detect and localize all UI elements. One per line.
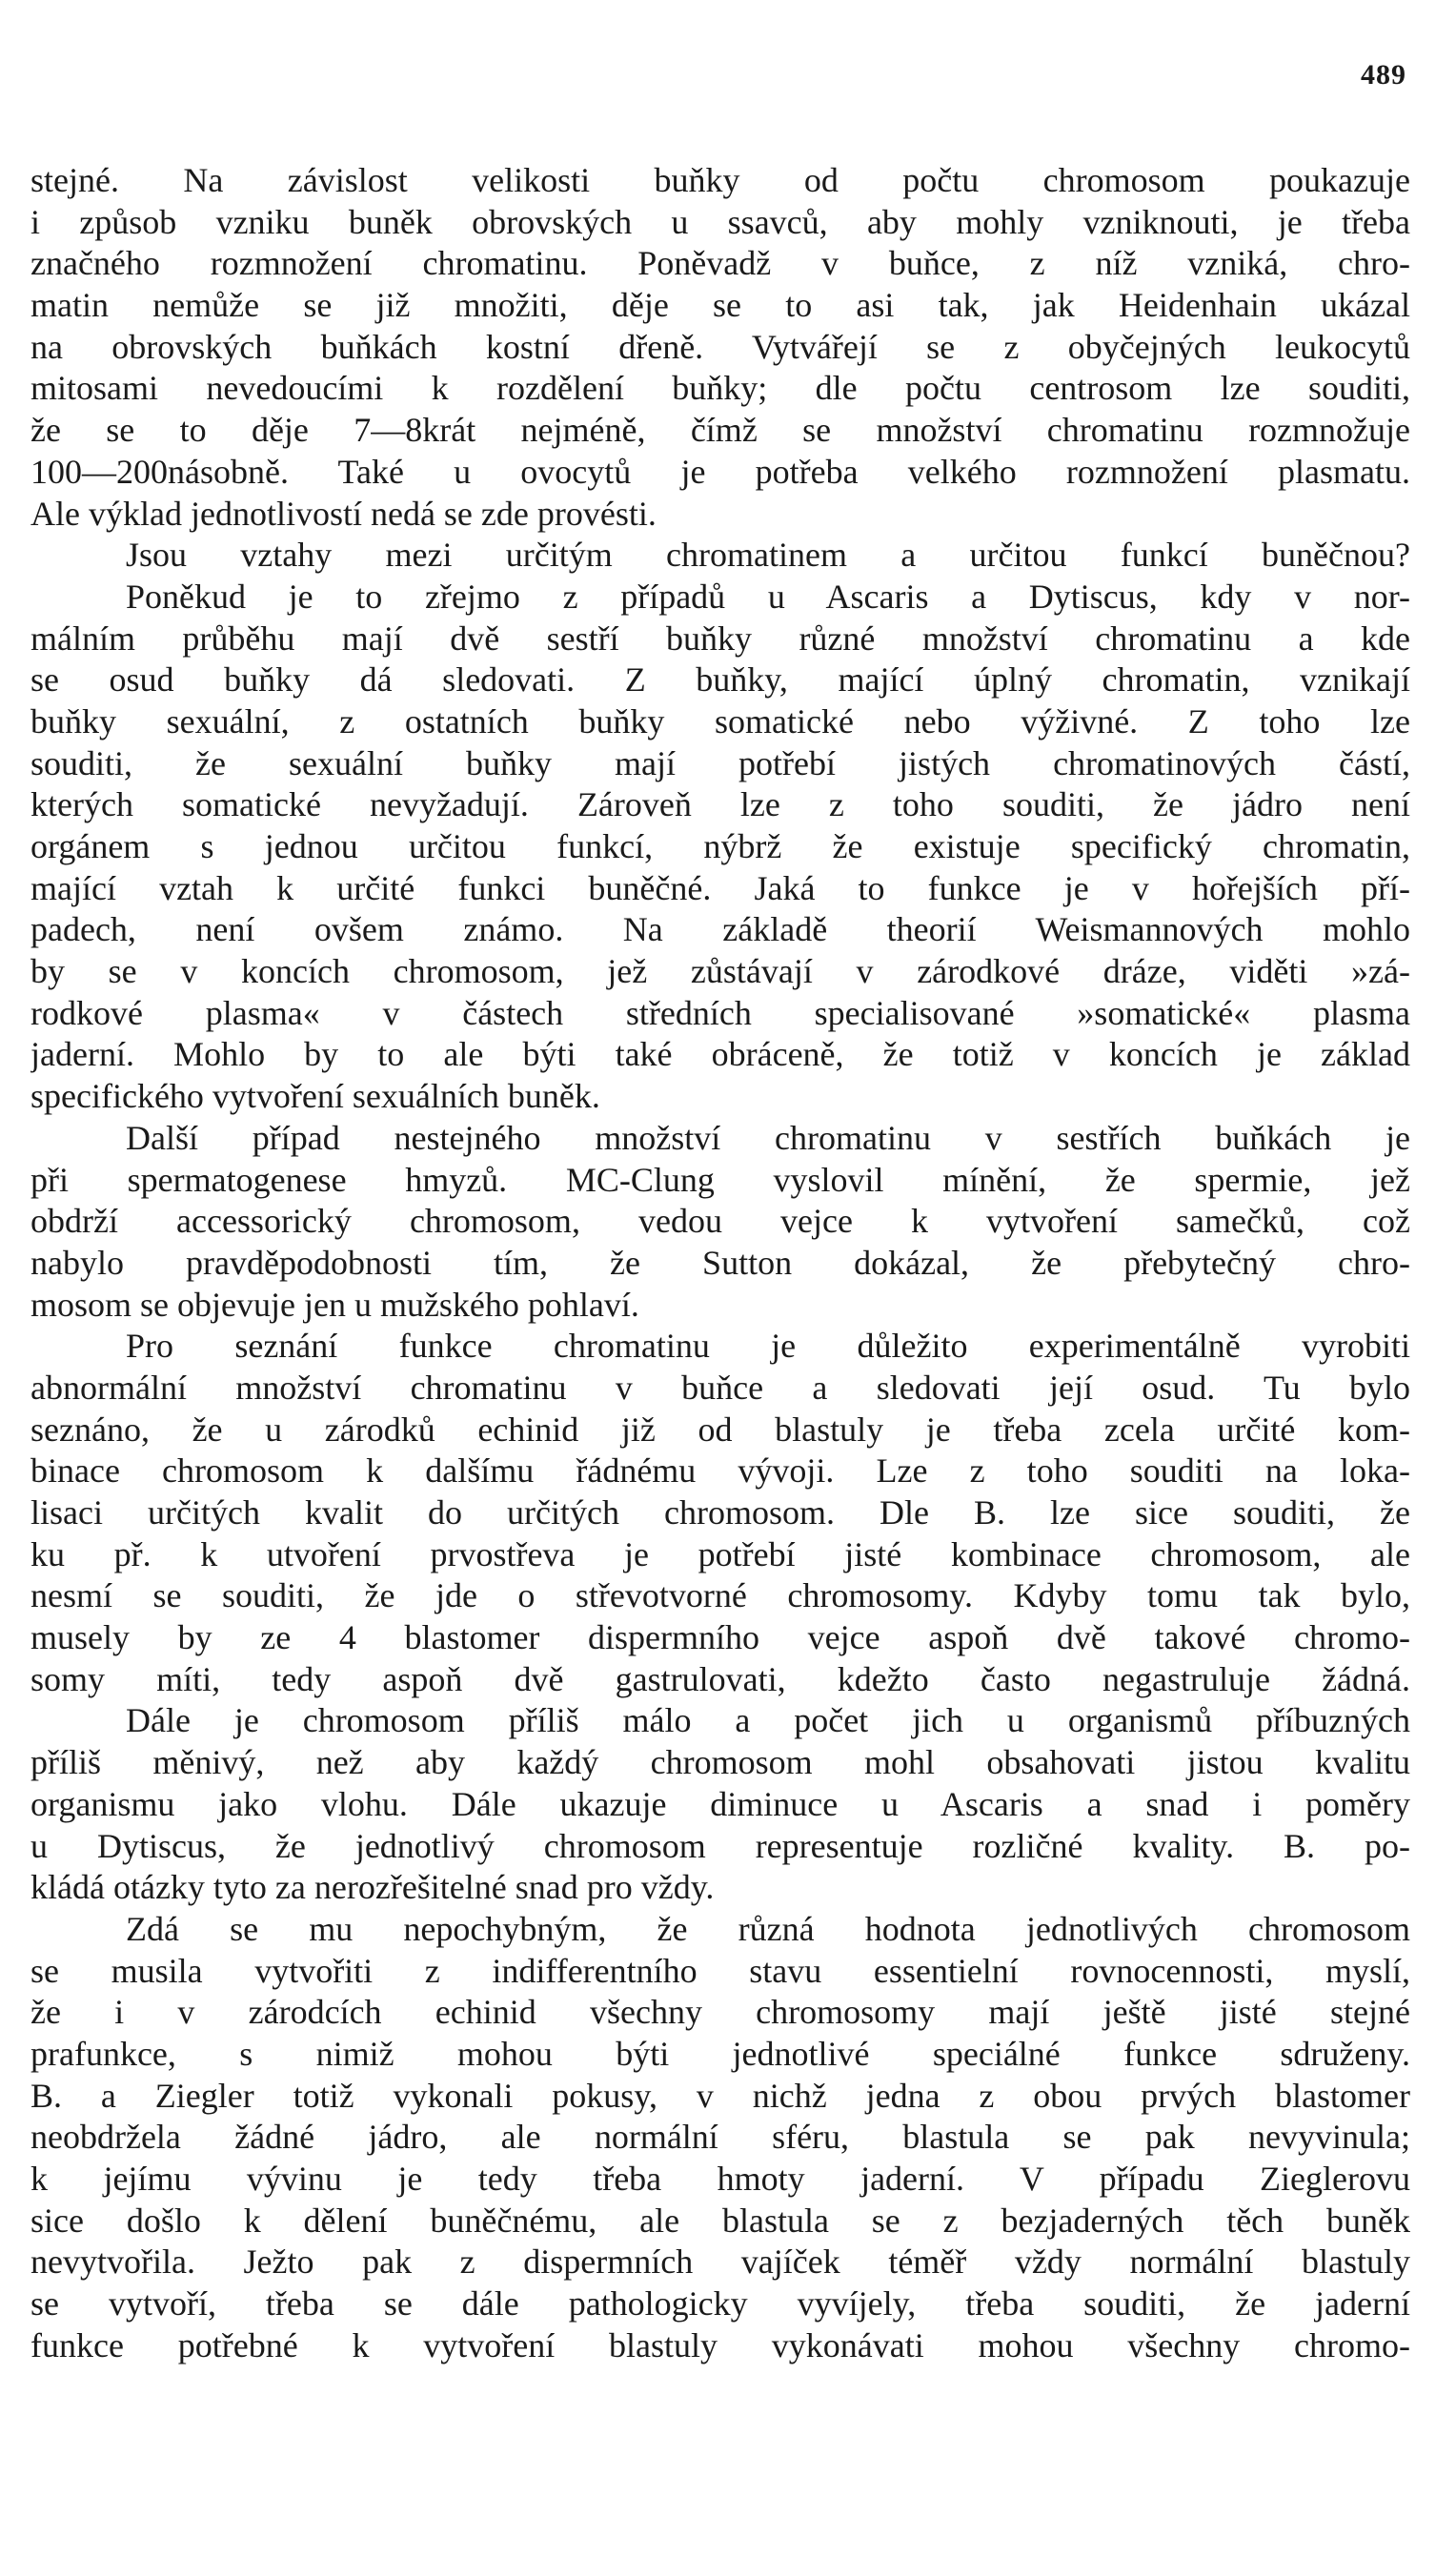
text-line: nesmí se souditi, že jde o střevotvorné chromosomy. Kdyby tomu tak bylo, <box>30 1576 1410 1615</box>
text-line: Dále je chromosom příliš málo a počet jich u organismů příbuzných <box>126 1701 1410 1740</box>
text-line: Zdá se mu nepochybným, že různá hodnota jednotlivých chromosom <box>126 1909 1410 1948</box>
text-line: Pro seznání funkce chromatinu je důležito experimentálně vyrobiti <box>126 1327 1410 1366</box>
text-line: by se v koncích chromosom, jež zůstávají v zárodkové dráze, viděti »zá- <box>30 952 1410 991</box>
text-line: Další případ nestejného množství chromatinu v sestřích buňkách je <box>126 1118 1410 1157</box>
text-line: organismu jako vlohu. Dále ukazuje diminuce u Ascaris a snad i poměry <box>30 1784 1410 1823</box>
text-line: obdrží accessorický chromosom, vedou vejce k vytvoření samečků, což <box>30 1202 1410 1241</box>
text-line: seznáno, že u zárodků echinid již od blastuly je třeba zcela určité kom- <box>30 1410 1410 1449</box>
text-line: prafunkce, s nimiž mohou býti jednotlivé speciálné funkce sdruženy. <box>30 2034 1410 2073</box>
text-line: se vytvoří, třeba se dále pathologicky vyvíjely, třeba souditi, že jaderní <box>30 2284 1410 2324</box>
text-line: nevytvořila. Ježto pak z dispermních vajíček téměř vždy normální blastuly <box>30 2242 1410 2282</box>
text-line: k jejímu vývinu je tedy třeba hmoty jaderní. V případu Zieglerovu <box>30 2160 1410 2198</box>
text-line: binace chromosom k dalšímu řádnému vývoji. Lze z toho souditi na loka- <box>30 1451 1410 1491</box>
text-line: u Dytiscus, že jednotlivý chromosom representuje rozličné kvality. B. po- <box>30 1826 1410 1865</box>
text-line: značného rozmnožení chromatinu. Poněvadž v buňce, z níž vzniká, chro- <box>30 244 1410 283</box>
text-line: Ale výklad jednotlivostí nedá se zde provésti. <box>30 494 657 533</box>
text-line: buňky sexuální, z ostatních buňky somatické nebo výživné. Z toho lze <box>30 701 1410 741</box>
text-line: stejné. Na závislost velikosti buňky od počtu chromosom poukazuje <box>30 161 1410 199</box>
text-line: se musila vytvořiti z indifferentního stavu essentielní rovnocennosti, myslí, <box>30 1951 1410 1990</box>
text-line: ku př. k utvoření prvostřeva je potřebí jisté kombinace chromosom, ale <box>30 1534 1410 1573</box>
text-line: B. a Ziegler totiž vykonali pokusy, v nichž jedna z obou prvých blastomer <box>30 2076 1410 2115</box>
text-line: že i v zárodcích echinid všechny chromosomy mají ještě jisté stejné <box>30 1993 1410 2032</box>
body-text <box>30 160 1410 2366</box>
text-line: 100—200násobně. Také u ovocytů je potřeba velkého rozmnožení plasmatu. <box>30 452 1410 491</box>
text-line: abnormální množství chromatinu v buňce a sledovati její osud. Tu bylo <box>30 1368 1410 1407</box>
text-line: na obrovských buňkách kostní dřeně. Vytvářejí se z obyčejných leukocytů <box>30 327 1410 366</box>
text-line: matin nemůže se již množiti, děje se to asi tak, jak Heidenhain ukázal <box>30 286 1410 325</box>
text-line: kterých somatické nevyžadují. Zároveň lze z toho souditi, že jádro není <box>30 785 1410 824</box>
text-line: mající vztah k určité funkci buněčné. Jaká to funkce je v hořejších pří- <box>30 868 1410 907</box>
text-line: padech, není ovšem známo. Na základě theorií Weismannových mohlo <box>30 910 1410 949</box>
text-line: že se to děje 7—8krát nejméně, čímž se množství chromatinu rozmnožuje <box>30 411 1410 450</box>
text-line: musely by ze 4 blastomer dispermního vejce aspoň dvě takové chromo- <box>30 1618 1410 1657</box>
text-line: kládá otázky tyto za nerozřešitelné snad pro vždy. <box>30 1868 715 1907</box>
text-line: mitosami nevedoucími k rozdělení buňky; dle počtu centrosom lze souditi, <box>30 369 1410 408</box>
text-line: sice došlo k dělení buněčnému, ale blastula se z bezjaderných těch buněk <box>30 2201 1410 2240</box>
text-line: lisaci určitých kvalit do určitých chromosom. Dle B. lze sice souditi, že <box>30 1493 1410 1532</box>
text-line: při spermatogenese hmyzů. MC-Clung vyslovil mínění, že spermie, jež <box>30 1160 1410 1199</box>
text-line: Poněkud je to zřejmo z případů u Ascaris a Dytiscus, kdy v nor- <box>126 577 1410 616</box>
text-line: rodkové plasma« v částech středních specialisované »somatické« plasma <box>30 993 1410 1032</box>
text-line: se osud buňky dá sledovati. Z buňky, mající úplný chromatin, vznikají <box>30 660 1410 700</box>
text-line: neobdržela žádné jádro, ale normální sféru, blastula se pak nevyvinula; <box>30 2118 1410 2157</box>
text-line: i způsob vzniku buněk obrovských u ssavců, aby mohly vzniknouti, je třeba <box>30 202 1410 241</box>
text-line: málním průběhu mají dvě sestří buňky různé množství chromatinu a kde <box>30 619 1410 658</box>
text-line: mosom se objevuje jen u mužského pohlaví. <box>30 1285 639 1324</box>
text-line: souditi, že sexuální buňky mají potřebí jistých chromatinových částí, <box>30 743 1410 782</box>
text-line: somy míti, tedy aspoň dvě gastrulovati, kdežto často negastruluje žádná. <box>30 1659 1410 1698</box>
page-number: 489 <box>1361 59 1406 91</box>
text-line: jaderní. Mohlo by to ale býti také obráceně, že totiž v koncích je základ <box>30 1035 1410 1074</box>
text-line: nabylo pravděpodobnosti tím, že Sutton dokázal, že přebytečný chro- <box>30 1243 1410 1282</box>
text-line: funkce potřebné k vytvoření blastuly vykonávati mohou všechny chromo- <box>30 2325 1410 2364</box>
text-line: specifického vytvoření sexuálních buněk. <box>30 1077 600 1116</box>
text-line: orgánem s jednou určitou funkcí, nýbrž že existuje specifický chromatin, <box>30 827 1410 865</box>
text-line: příliš měnivý, než aby každý chromosom mohl obsahovati jistou kvalitu <box>30 1743 1410 1782</box>
text-line: Jsou vztahy mezi určitým chromatinem a určitou funkcí buněčnou? <box>126 536 1410 575</box>
